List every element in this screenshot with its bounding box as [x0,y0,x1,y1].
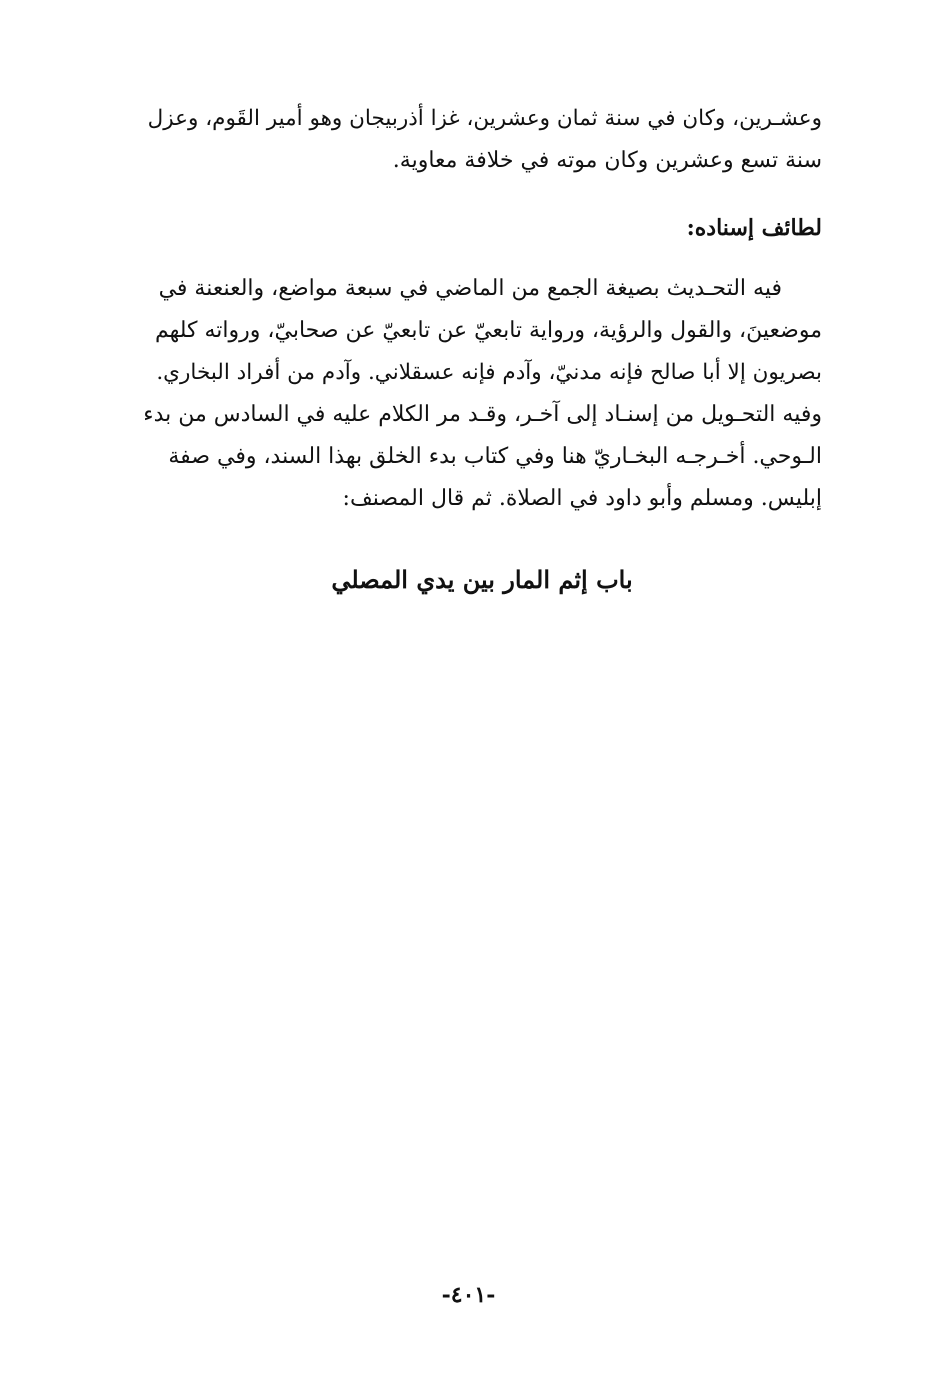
paragraph-intro [142,98,822,182]
paragraph-isnad [142,268,822,520]
text-line: وعشـرين، وكان في سنة ثمان وعشرين، غزا أذربيجان وهو أمير القَوم، وعزل [147,106,822,131]
text-line: وفيه التحـويل من إسنـاد إلى آخـر، وقـد مر الكلام عليه في السادس من بدء [143,402,822,427]
text-line: إبليس. ومسلم وأبو داود في الصلاة. ثم قال المصنف: [342,486,822,511]
text-line: فيه التحـديث بصيغة الجمع من الماضي في سبعة مواضع، والعنعنة في [158,276,782,301]
section-heading: لطائف إسناده: [686,215,822,241]
text-line: بصريون إلا أبا صالح فإنه مدنيّ، وآدم فإنه عسقلاني. وآدم من أفراد البخاري. [156,360,822,385]
text-line: الـوحي. أخـرجـه البخـاريّ هنا وفي كتاب بدء الخلق بهذا السند، وفي صفة [168,444,822,469]
text-line: سنة تسع وعشرين وكان موته في خلافة معاوية. [392,148,822,173]
page-number: -٤٠١- [441,1282,496,1308]
text-line: موضعينَ، والقول والرؤية، ورواية تابعيّ عن تابعيّ عن صحابيّ، ورواته كلهم [154,318,822,343]
chapter-title: باب إثم المار بين يدي المصلي [331,565,633,594]
